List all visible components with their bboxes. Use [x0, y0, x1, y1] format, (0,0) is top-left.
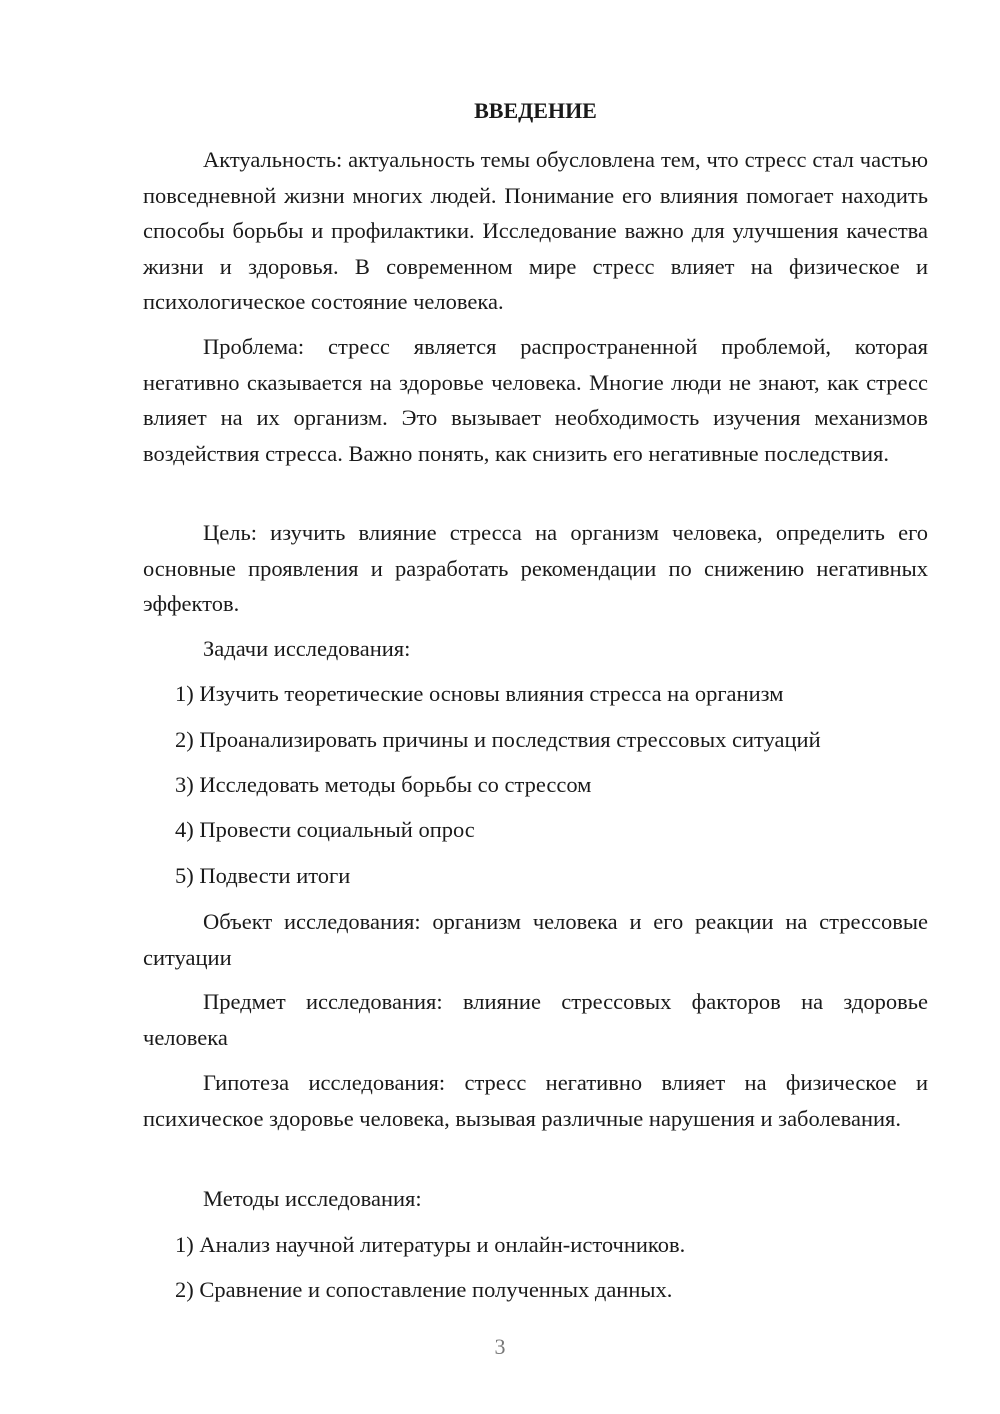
subject-paragraph: Предмет исследования: влияние стрессовых факторов на здоровье человека: [143, 989, 928, 1050]
page-number: 3: [494, 1334, 506, 1359]
method-item: 1) Анализ научной литературы и онлайн-источников.: [175, 1232, 686, 1257]
hypothesis-paragraph: Гипотеза исследования: стресс негативно влияет на физическое и психическое здоровье человека, вызывая различные нарушения и заболевания.: [143, 1070, 928, 1131]
task-item: 4) Провести социальный опрос: [175, 817, 475, 842]
relevance-paragraph: Актуальность: актуальность темы обусловлена тем, что стресс стал частью повседневной жизни многих людей. Понимание его влияния помогает находить способы борьбы и профилактики. Исследование важно для улучшения качества жизни и здоровья. В современном мире стресс влияет на физическое и психологическое состояние человека.: [143, 147, 928, 314]
page-title: ВВЕДЕНИЕ: [474, 98, 597, 123]
problem-paragraph: Проблема: стресс является распространенной проблемой, которая негативно сказывается на здоровье человека. Многие люди не знают, как стресс влияет на их организм. Это вызывает необходимость изучения механизмов воздействия стресса. Важно понять, как снизить его негативные последствия.: [143, 334, 928, 466]
method-item: 2) Сравнение и сопоставление полученных данных.: [175, 1277, 673, 1302]
tasks-heading: Задачи исследования:: [203, 636, 411, 661]
goal-paragraph: Цель: изучить влияние стресса на организм человека, определить его основные проявления и разработать рекомендации по снижению негативных эффектов.: [143, 520, 928, 616]
task-item: 1) Изучить теоретические основы влияния стресса на организм: [175, 681, 784, 706]
task-item: 3) Исследовать методы борьбы со стрессом: [175, 772, 592, 797]
task-item: 2) Проанализировать причины и последствия стрессовых ситуаций: [175, 727, 821, 752]
object-paragraph: Объект исследования: организм человека и его реакции на стрессовые ситуации: [143, 909, 928, 970]
task-item: 5) Подвести итоги: [175, 863, 351, 888]
methods-heading: Методы исследования:: [203, 1186, 422, 1211]
